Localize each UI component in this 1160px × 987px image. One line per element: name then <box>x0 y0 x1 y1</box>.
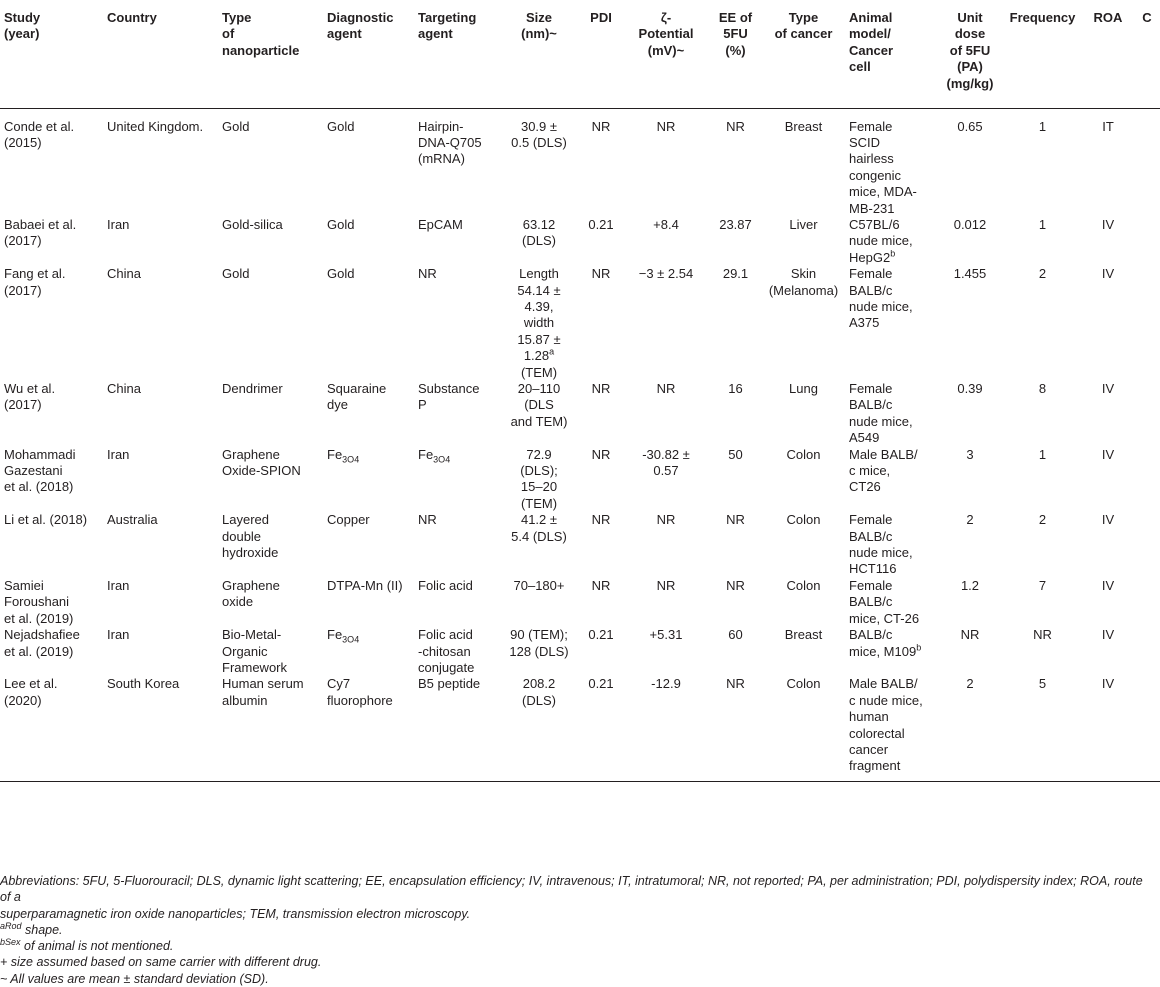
cell-frequency: 2 <box>1038 512 1047 528</box>
cell-cancer-type: Colon <box>786 577 821 593</box>
cell-targeting-agent: B5 peptide <box>414 676 499 781</box>
cell-cancer-type: Breast <box>784 118 823 134</box>
cell-route-of-administration: IV <box>1101 216 1115 232</box>
cell-diagnostic-agent: Gold <box>327 216 355 232</box>
cell-targeting-agent: NR <box>418 266 437 282</box>
cell-unit-dose: 0.39 <box>957 381 983 396</box>
cell-encapsulation-efficiency: 16 <box>728 381 743 396</box>
cell-encapsulation-efficiency: NR <box>726 118 745 134</box>
cell-animal-model: BALB/c mice, M109$^b$ <box>849 627 922 659</box>
cell-pdi: NR <box>591 266 611 282</box>
cell-cancer-type: Breast <box>784 627 823 643</box>
footnote-line: $^{bSex}$ of animal is not mentioned. <box>0 937 174 954</box>
table-row <box>0 217 1160 266</box>
cell-study-year: Mohammadi Gazestani et al. (2018) <box>4 446 76 495</box>
cell-encapsulation-efficiency: 23.87 <box>719 216 752 232</box>
cell-frequency: 1 <box>1038 216 1047 232</box>
cell-frequency: 5 <box>1003 676 1082 781</box>
column-header-zeta-potential: ζ- Potential (mV)~ <box>623 4 709 108</box>
cell-unit-dose: 1.2 <box>960 577 980 593</box>
cell-country: Australia <box>107 512 158 528</box>
table-footnotes <box>0 873 1145 987</box>
cell-animal-model: Female BALB/c nude mice, HCT116 <box>849 512 913 577</box>
cell-pdi: NR <box>591 381 611 396</box>
cell-study-year: Nejadshafiee et al. (2019) <box>4 627 80 659</box>
cell-nanoparticle-type: Gold <box>222 118 250 134</box>
cell-diagnostic-agent: Squaraine dye <box>327 381 387 413</box>
cell-size: 20–110 (DLS and TEM) <box>510 381 568 429</box>
table-row <box>0 578 1160 627</box>
column-header-cancer-type: Type of cancer <box>762 4 845 108</box>
cell-zeta-potential: NR <box>656 512 676 528</box>
cell-study-year: Lee et al. (2020) <box>0 676 103 781</box>
cell-country: Iran <box>107 627 130 643</box>
cell-size: 72.9 (DLS); 15–20 (TEM) <box>520 446 558 511</box>
cell-unit-dose: 0.012 <box>953 216 987 232</box>
cell-pdi: NR <box>591 577 611 593</box>
cell-pdi: 0.21 <box>579 676 623 781</box>
cell-unit-dose: NR <box>960 627 980 643</box>
cell-frequency: 2 <box>1038 266 1047 282</box>
cell-animal-model: C57BL/6 nude mice, HepG2$^b$ <box>849 216 913 265</box>
cell-size: 41.2 ± 5.4 (DLS) <box>511 512 567 544</box>
cell-diagnostic-agent: $Fe_{3O4}$ <box>327 627 360 645</box>
cell-cancer-type: Colon <box>762 676 845 781</box>
cell-cancer-type: Colon <box>786 512 821 528</box>
cell-targeting-agent: Hairpin- DNA-Q705 (mRNA) <box>418 118 482 167</box>
cell-route-of-administration: IV <box>1101 446 1115 462</box>
cell-targeting-agent: NR <box>418 512 437 528</box>
column-header-targeting-agent: Targeting agent <box>414 4 499 108</box>
cell-size: 208.2 (DLS) <box>499 676 579 781</box>
cell-animal-model: Male BALB/ c mice, CT26 <box>849 446 918 495</box>
cell-pdi: NR <box>591 446 611 462</box>
footnote-line: ~ All values are mean ± standard deviation (SD). <box>0 971 269 986</box>
table-row <box>0 627 1160 676</box>
cell-zeta-potential: NR <box>656 577 676 593</box>
cell-cancer-type: Lung <box>789 381 818 396</box>
cell-study-year: Samiei Foroushani et al. (2019) <box>4 577 74 626</box>
cell-diagnostic-agent: $Fe_{3O4}$ <box>327 446 360 465</box>
cell-route-of-administration: IV <box>1082 676 1134 781</box>
cell-nanoparticle-type: Gold <box>222 266 250 282</box>
cell-nanoparticle-type: Graphene oxide <box>222 577 280 610</box>
table-row <box>0 266 1160 381</box>
cell-study-year: Fang et al. (2017) <box>4 266 66 298</box>
cell-extra <box>1134 578 1160 627</box>
cell-zeta-potential: NR <box>656 381 676 396</box>
cell-frequency: NR <box>1033 627 1052 643</box>
cell-diagnostic-agent: DTPA-Mn (II) <box>327 577 403 593</box>
cell-frequency: 1 <box>1038 446 1047 462</box>
cell-country: Iran <box>107 577 130 593</box>
cell-encapsulation-efficiency: 29.1 <box>722 266 749 282</box>
table-row <box>0 447 1160 513</box>
cell-diagnostic-agent: Gold <box>327 118 355 134</box>
cell-study-year: Conde et al. (2015) <box>4 118 75 150</box>
cell-nanoparticle-type: Graphene Oxide-SPION <box>222 446 301 479</box>
cell-nanoparticle-type: Gold-silica <box>222 216 283 232</box>
cell-unit-dose: 2 <box>937 676 1003 781</box>
cell-unit-dose: 3 <box>966 446 974 462</box>
cell-unit-dose: 1.455 <box>953 266 987 282</box>
cell-route-of-administration: IV <box>1101 381 1115 396</box>
cell-extra <box>1134 381 1160 447</box>
cell-animal-model: Female SCID hairless congenic mice, MDA- MB-231 <box>849 118 917 216</box>
cell-nanoparticle-type: Human serum albumin <box>218 676 323 781</box>
column-header-encapsulation-efficiency: EE of 5FU (%) <box>709 4 762 108</box>
cell-pdi: 0.21 <box>588 216 614 232</box>
cell-size: 90 (TEM); 128 (DLS) <box>509 627 569 659</box>
cell-study-year: Wu et al. (2017) <box>4 381 56 413</box>
table-body <box>0 108 1160 781</box>
cell-cancer-type: Skin (Melanoma) <box>768 266 839 298</box>
cell-route-of-administration: IV <box>1101 512 1115 528</box>
cell-study-year: Li et al. (2018) <box>4 512 88 528</box>
cell-diagnostic-agent: Copper <box>327 512 370 528</box>
cell-study-year: Babaei et al. (2017) <box>4 216 77 249</box>
cell-country: United Kingdom. <box>107 118 204 134</box>
cell-size: 63.12 (DLS) <box>522 216 556 249</box>
cell-route-of-administration: IV <box>1101 266 1115 282</box>
cell-zeta-potential: -12.9 <box>623 676 709 781</box>
cell-frequency: 1 <box>1038 118 1047 134</box>
table-row <box>0 512 1160 578</box>
cell-targeting-agent: Folic acid <box>418 577 473 593</box>
cell-diagnostic-agent: Gold <box>327 266 355 282</box>
cell-extra <box>1134 512 1160 578</box>
cell-zeta-potential: +8.4 <box>653 216 679 232</box>
cell-country: Iran <box>107 446 130 462</box>
column-header-diagnostic-agent: Diagnostic agent <box>323 4 414 108</box>
cell-animal-model: Female BALB/c nude mice, A549 <box>849 381 913 446</box>
column-header-pdi: PDI <box>579 4 623 108</box>
cell-nanoparticle-type: Bio-Metal- Organic Framework <box>222 627 288 675</box>
cell-targeting-agent: $Fe_{3O4}$ <box>418 446 451 465</box>
cell-encapsulation-efficiency: NR <box>726 577 745 593</box>
cell-route-of-administration: IT <box>1102 118 1114 134</box>
cell-targeting-agent: Substance P <box>418 381 480 413</box>
cell-route-of-administration: IV <box>1101 577 1115 593</box>
cell-frequency: 7 <box>1038 577 1047 593</box>
cell-route-of-administration: IV <box>1101 627 1115 643</box>
cell-cancer-type: Colon <box>786 446 821 462</box>
cell-encapsulation-efficiency: 60 <box>728 627 743 643</box>
table-row <box>0 381 1160 447</box>
header-row <box>0 4 1160 108</box>
cell-frequency: 8 <box>1038 381 1047 396</box>
cell-zeta-potential: −3 ± 2.54 <box>638 266 694 282</box>
footnote-line: $^{aRod}$ shape. <box>0 920 63 937</box>
column-header-frequency: Frequency <box>1003 4 1082 108</box>
cell-animal-model: Female BALB/c mice, CT-26 <box>849 577 920 626</box>
cell-extra <box>1134 447 1160 513</box>
table-row <box>0 676 1160 781</box>
cell-encapsulation-efficiency: 50 <box>728 446 743 462</box>
cell-extra <box>1134 108 1160 217</box>
table-row <box>0 108 1160 217</box>
cell-country: China <box>107 381 141 396</box>
column-header-country: Country <box>103 4 218 108</box>
nanoparticle-study-table <box>0 4 1160 782</box>
cell-targeting-agent: EpCAM <box>418 216 463 232</box>
cell-size: 70–180+ <box>513 577 565 593</box>
cell-country: Iran <box>107 216 130 232</box>
column-header-animal-model: Animal model/ Cancer cell <box>845 4 937 108</box>
cell-size: 30.9 ± 0.5 (DLS) <box>511 118 567 150</box>
cell-extra <box>1134 217 1160 266</box>
cell-country: South Korea <box>103 676 218 781</box>
cell-unit-dose: 2 <box>966 512 974 528</box>
cell-targeting-agent: Folic acid -chitosan conjugate <box>418 627 475 675</box>
cell-encapsulation-efficiency: NR <box>709 676 762 781</box>
cell-zeta-potential: +5.31 <box>649 627 683 643</box>
cell-extra <box>1134 266 1160 381</box>
cell-country: China <box>107 266 141 282</box>
cell-unit-dose: 0.65 <box>957 118 983 134</box>
cell-pdi: NR <box>591 512 611 528</box>
column-header-nanoparticle-type: Type of nanoparticle <box>218 4 323 108</box>
column-header-unit-dose: Unit dose of 5FU (PA) (mg/kg) <box>937 4 1003 108</box>
cell-extra <box>1134 676 1160 781</box>
cell-animal-model: Female BALB/c nude mice, A375 <box>849 266 913 331</box>
cell-pdi: 0.21 <box>588 627 614 643</box>
cell-nanoparticle-type: Layered double hydroxide <box>222 512 279 561</box>
cell-cancer-type: Liver <box>789 216 818 232</box>
cell-diagnostic-agent: Cy7 fluorophore <box>323 676 414 781</box>
cell-size: Length 54.14 ± 4.39, width 15.87 ± 1.28$^a$ (TEM) <box>517 266 561 380</box>
cell-pdi: NR <box>591 118 611 134</box>
cell-zeta-potential: NR <box>656 118 676 134</box>
footnote-line: + size assumed based on same carrier with different drug. <box>0 955 322 970</box>
column-header-study-year: Study (year) <box>0 4 103 108</box>
column-header-extra: C <box>1134 4 1160 108</box>
cell-nanoparticle-type: Dendrimer <box>222 381 283 396</box>
footnote-line: superparamagnetic iron oxide nanoparticles; TEM, transmission electron microscopy. <box>0 906 471 921</box>
column-header-route-of-administration: ROA <box>1082 4 1134 108</box>
cell-zeta-potential: -30.82 ± 0.57 <box>642 446 690 479</box>
table-header <box>0 4 1160 108</box>
footnote-line: Abbreviations: 5FU, 5-Fluorouracil; DLS, dynamic light scattering; EE, encapsulation efficiency; IV, intravenous; IT, intratumoral; NR, not reported; PA, per administration; PDI, polydispersity index; ROA, route of a <box>0 874 1147 905</box>
cell-encapsulation-efficiency: NR <box>726 512 745 528</box>
column-header-size: Size (nm)~ <box>499 4 579 108</box>
cell-extra <box>1134 627 1160 676</box>
cell-animal-model: Male BALB/ c nude mice, human colorectal cancer fragment <box>845 676 937 781</box>
